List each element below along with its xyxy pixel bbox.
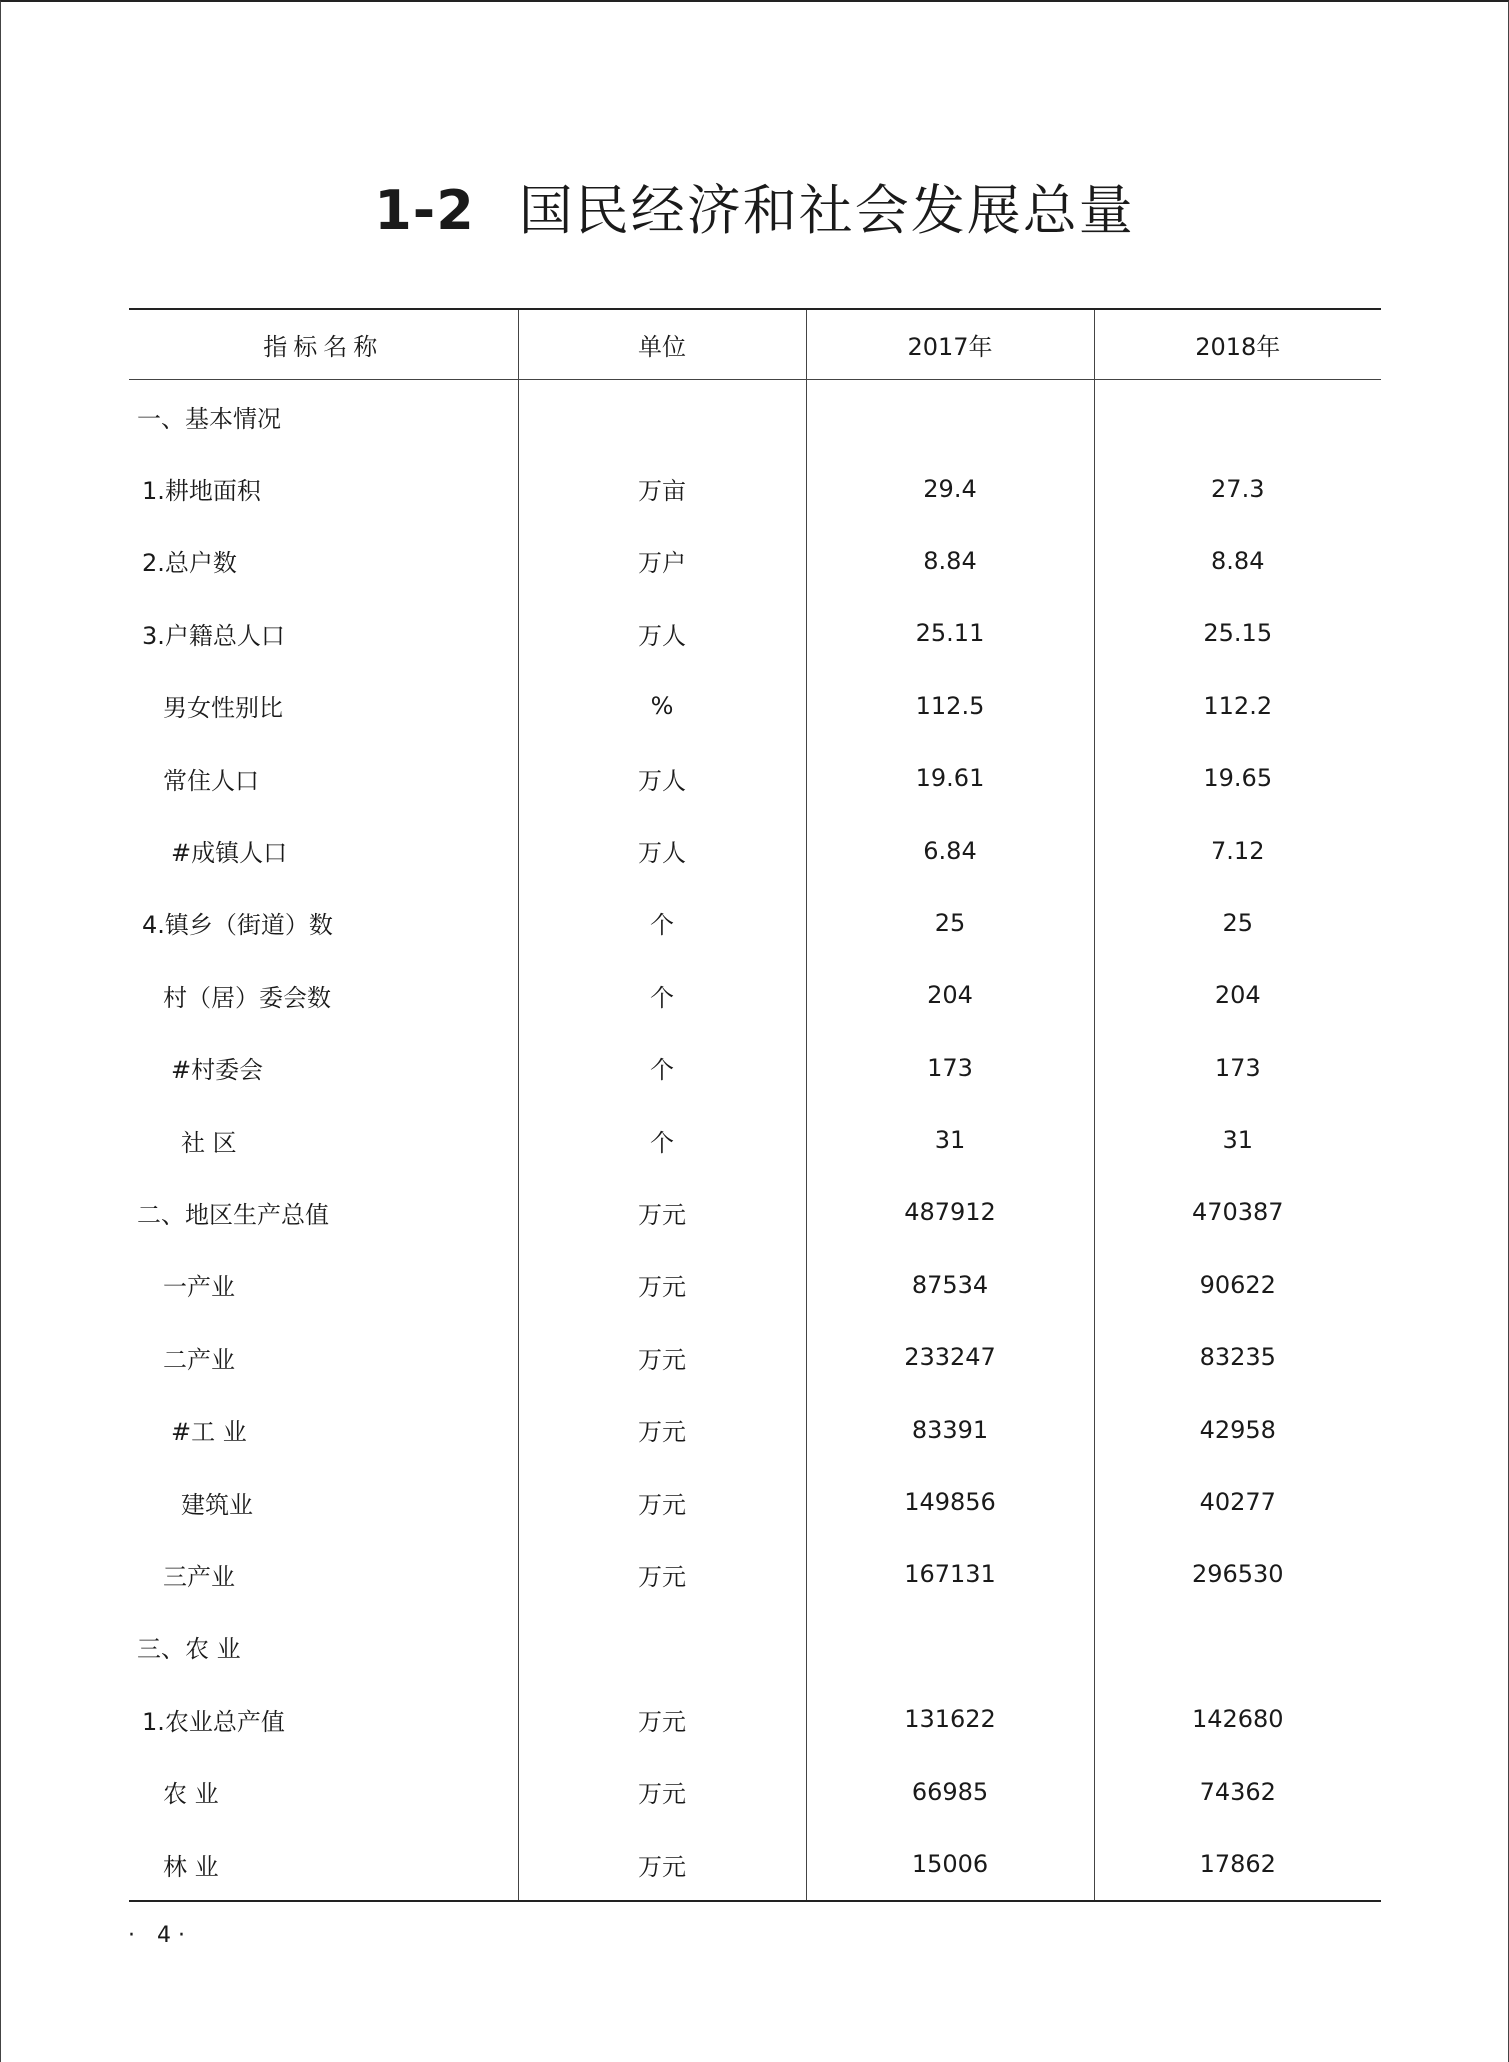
row-value-2018: 173 — [1094, 1032, 1381, 1104]
row-value-2018: 204 — [1094, 959, 1381, 1031]
row-value-2018: 27.3 — [1094, 452, 1381, 524]
row-unit: 万人 — [518, 814, 806, 886]
table-row — [129, 1321, 1381, 1393]
row-value-2018: 83235 — [1094, 1321, 1381, 1393]
table-header-row — [129, 309, 1381, 380]
table-body — [129, 380, 1381, 1902]
row-value-2017: 487912 — [806, 1176, 1094, 1248]
table-row — [129, 887, 1381, 959]
row-value-2017: 204 — [806, 959, 1094, 1031]
page-number: · 4 · — [128, 1923, 185, 1948]
table-row — [129, 597, 1381, 669]
row-unit: % — [518, 670, 806, 742]
row-value-2017: 167131 — [806, 1538, 1094, 1610]
table-row — [129, 1393, 1381, 1465]
row-value-2017 — [806, 380, 1094, 453]
row-unit: 万元 — [518, 1321, 806, 1393]
row-value-2017: 29.4 — [806, 452, 1094, 524]
row-value-2018: 7.12 — [1094, 814, 1381, 886]
table-row — [129, 670, 1381, 742]
row-value-2017: 25.11 — [806, 597, 1094, 669]
row-unit: 个 — [518, 1104, 806, 1176]
header-indicator-name: 指标名称 — [129, 309, 518, 380]
row-value-2017: 15006 — [806, 1828, 1094, 1901]
row-indicator-name: 三、农 业 — [137, 1635, 241, 1664]
row-value-2018: 17862 — [1094, 1828, 1381, 1901]
row-value-2017: 149856 — [806, 1466, 1094, 1538]
row-value-2018: 31 — [1094, 1104, 1381, 1176]
table-row — [129, 1755, 1381, 1827]
row-unit: 万元 — [518, 1176, 806, 1248]
row-indicator-name: 1.耕地面积 — [142, 477, 261, 506]
table-row — [129, 959, 1381, 1031]
row-indicator-name: #成镇人口 — [171, 839, 288, 868]
row-indicator-name: 男女性别比 — [163, 694, 283, 723]
row-value-2017: 6.84 — [806, 814, 1094, 886]
row-unit: 万元 — [518, 1828, 806, 1901]
row-value-2018 — [1094, 380, 1381, 453]
row-unit: 万亩 — [518, 452, 806, 524]
header-unit: 单位 — [518, 309, 806, 380]
row-indicator-name: 村（居）委会数 — [163, 983, 331, 1012]
header-year-2018: 2018年 — [1094, 309, 1381, 380]
row-value-2017: 31 — [806, 1104, 1094, 1176]
title-number: 1-2 — [374, 179, 475, 242]
row-indicator-name: 二、地区生产总值 — [137, 1200, 329, 1229]
table-row — [129, 1104, 1381, 1176]
row-unit — [518, 380, 806, 453]
row-indicator-name: 一产业 — [163, 1273, 235, 1302]
row-indicator-name: 社 区 — [181, 1128, 237, 1157]
row-unit: 个 — [518, 959, 806, 1031]
row-unit: 个 — [518, 887, 806, 959]
row-value-2018: 8.84 — [1094, 525, 1381, 597]
row-indicator-name: 3.户籍总人口 — [142, 621, 285, 650]
table-row — [129, 814, 1381, 886]
page-title — [0, 176, 1509, 246]
row-indicator-name: 2.总户数 — [142, 549, 237, 578]
row-value-2017: 66985 — [806, 1755, 1094, 1827]
row-indicator-name: 一、基本情况 — [137, 404, 281, 433]
row-value-2017: 19.61 — [806, 742, 1094, 814]
row-value-2017: 173 — [806, 1032, 1094, 1104]
row-unit: 万元 — [518, 1755, 806, 1827]
table-row — [129, 1032, 1381, 1104]
header-year-2017: 2017年 — [806, 309, 1094, 380]
table-row — [129, 742, 1381, 814]
row-indicator-name: 建筑业 — [181, 1490, 253, 1519]
row-unit: 万元 — [518, 1249, 806, 1321]
row-unit: 万人 — [518, 597, 806, 669]
table-row — [129, 1611, 1381, 1683]
row-unit: 万户 — [518, 525, 806, 597]
table-row — [129, 1466, 1381, 1538]
row-indicator-name: 三产业 — [163, 1562, 235, 1591]
row-unit: 万元 — [518, 1538, 806, 1610]
table-row — [129, 1176, 1381, 1248]
row-value-2018: 25.15 — [1094, 597, 1381, 669]
row-indicator-name: 林 业 — [129, 1828, 518, 1901]
row-value-2018 — [1094, 1611, 1381, 1683]
row-value-2017 — [806, 1611, 1094, 1683]
row-unit: 个 — [518, 1032, 806, 1104]
row-unit — [518, 1611, 806, 1683]
row-value-2017: 112.5 — [806, 670, 1094, 742]
table-row — [129, 1249, 1381, 1321]
table-row — [129, 380, 1381, 453]
row-value-2018: 42958 — [1094, 1393, 1381, 1465]
row-unit: 万元 — [518, 1683, 806, 1755]
row-value-2018: 74362 — [1094, 1755, 1381, 1827]
row-value-2017: 131622 — [806, 1683, 1094, 1755]
table-row — [129, 452, 1381, 524]
row-unit: 万人 — [518, 742, 806, 814]
table-row — [129, 525, 1381, 597]
row-value-2018: 142680 — [1094, 1683, 1381, 1755]
table-row — [129, 1538, 1381, 1610]
row-indicator-name: 1.农业总产值 — [142, 1707, 285, 1736]
table-row — [129, 1683, 1381, 1755]
row-value-2017: 8.84 — [806, 525, 1094, 597]
row-value-2018: 19.65 — [1094, 742, 1381, 814]
row-value-2018: 40277 — [1094, 1466, 1381, 1538]
row-indicator-name: 农 业 — [163, 1780, 219, 1809]
row-unit: 万元 — [518, 1393, 806, 1465]
row-value-2017: 87534 — [806, 1249, 1094, 1321]
row-value-2018: 470387 — [1094, 1176, 1381, 1248]
row-indicator-name: 4.镇乡（街道）数 — [142, 911, 333, 940]
statistics-table — [129, 308, 1381, 1902]
row-value-2018: 25 — [1094, 887, 1381, 959]
row-unit: 万元 — [518, 1466, 806, 1538]
row-value-2017: 233247 — [806, 1321, 1094, 1393]
row-value-2017: 83391 — [806, 1393, 1094, 1465]
table-row — [129, 1828, 1381, 1901]
row-value-2017: 25 — [806, 887, 1094, 959]
row-indicator-name: #工 业 — [171, 1418, 247, 1447]
row-indicator-name: #村委会 — [171, 1056, 264, 1085]
row-value-2018: 296530 — [1094, 1538, 1381, 1610]
title-text: 国民经济和社会发展总量 — [518, 179, 1135, 242]
row-value-2018: 112.2 — [1094, 670, 1381, 742]
row-indicator-name: 常住人口 — [163, 766, 259, 795]
row-value-2018: 90622 — [1094, 1249, 1381, 1321]
row-indicator-name: 二产业 — [163, 1345, 235, 1374]
